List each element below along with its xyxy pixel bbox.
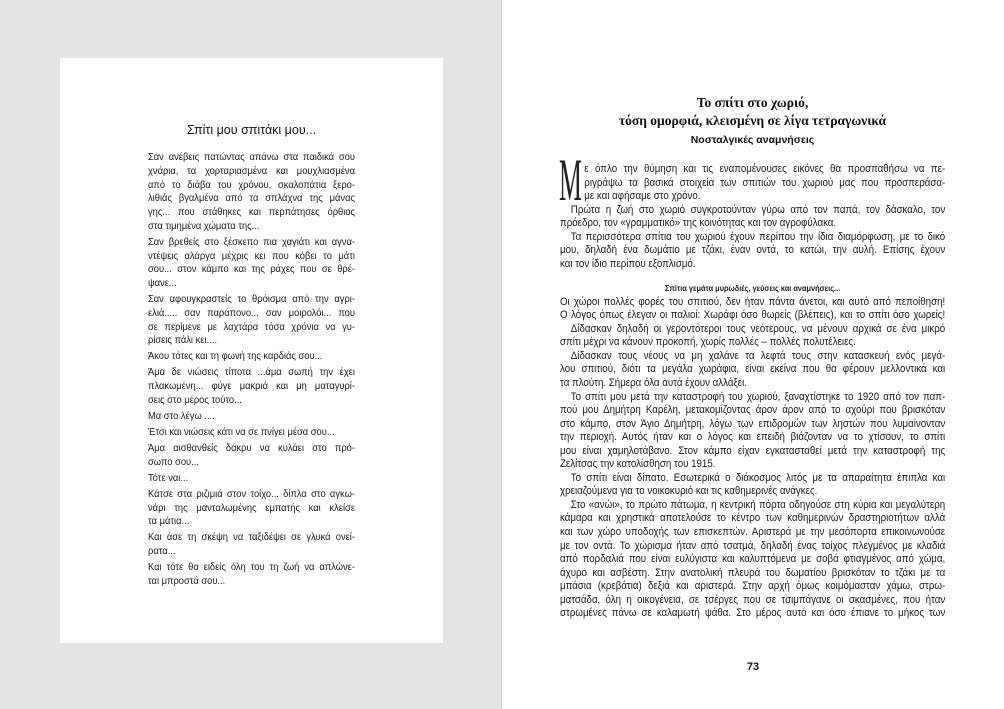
right-page [502,0,1004,709]
article-title [560,94,945,130]
poem-title: Σπίτι μου σπιτάκι μου... [186,123,317,137]
poem-line: ται μπροστά σου... [148,576,226,588]
article-body [560,163,945,621]
poem-line: Άμα αισθανθείς δάκρυ να κυλάει στο πρό- [148,443,355,455]
poem-stanza [148,488,355,529]
paragraph-line: Οι χώροι πολλές φορές του σπιτιού, δεν ήταν πάντα άνετοι, και αυτό από πεποίθηση! [560,295,946,308]
paragraph-line: Πρώτα η ζωή στο χωριό συγκροτούνταν γύρω από τον παπά, τον δάσκαλο, τον [570,203,946,216]
paragraph-line: Δίδασκαν δηλαδή οι γεροντότεροι τους νεότερους, να μένουν αρχικά σε ένα μικρό [570,322,946,335]
paragraph-line: Στο «ανώι», το πρώτο πάτωμα, η κεντρική πόρτα οδηγούσε στη κύρια και μεγαλύτερη [570,498,946,511]
poem-line: χνάρια, τα χορταριασμένα και μουχλιασμένα [148,165,355,177]
left-page [60,58,443,643]
paragraph-line: στρωμένες πάνω σε καλαμωτή ψάθα. Στο μέρος αυτό και όσο έπιανε το μήκος των [560,607,946,620]
poem-line: ρίσεις πάλι κει.... [148,335,217,347]
paragraph-line: και των χώρο υποδοχής των επισκεπτών. Αριστερά με την μεσόπορτα επικοινωνούσε [560,526,946,538]
poem-line: σου... στον κάμπο και της ράχες που σε θρέ- [148,264,355,276]
paragraph [560,309,945,323]
poem-line: από το διάβα του χρόνου, σκαλοπάτια ξερο- [148,179,355,191]
paragraph-line: χρειαζούμενα για το νοικοκυριό και τις καθημερινές ανάγκες. [560,485,818,498]
poem-line: στα τιμημένα χώματα της... [148,220,260,232]
poem-line: ελιά..... σαν παράπονο... σαν μοιρολόι... που [148,307,355,319]
poem-line: σεις στο μέρος τούτο... [148,394,242,406]
article-title-line: τόση ομορφιά, κλεισμένη σε λίγα τετραγωνικά [618,113,887,128]
poem-stanza [148,442,355,470]
article-title-line: Το σπίτι στο χωριό, [696,95,809,110]
poem-stanza [148,293,355,348]
paragraph-line: Τα περισσότερα σπίτια του χωριού έχουν περίπου την ίδια διαμόρφωση, με το δικό [570,230,946,243]
poem-line: Σαν αφουγκραστείς το θρόισμα από την αγρι- [148,294,355,306]
paragraph [560,296,945,310]
poem-stanza [148,236,355,291]
poem-stanza [148,410,355,424]
page-number: 73 [746,661,760,673]
paragraph [560,499,945,621]
paragraph [560,231,945,272]
paragraph-line: στο κάμπο, στον Άγιο Δημήτρη, λόγω των επιδρομών των ληστών που λυμαίνονταν [560,417,946,430]
paragraph [560,472,945,499]
paragraph [560,391,945,472]
paragraph-line: Ο λόγος όπως έλεγαν οι παλιοί: Χωράφι όσο θωρείς (βλέπεις), και το σπίτι όσο χωρείς! [560,309,946,322]
poem-line: Άμα δε νιώσεις τίποτα ...άμα σωπή την έχει [148,367,355,379]
poem-stanza [148,561,355,589]
paragraph-line: Δίδασκαν τους νέους να μη χαλάνε τα λεφτά τους στην κατασκευή ενός μεγά- [570,349,946,362]
poem-line: Τότε ναι... [148,472,189,484]
poem-line: Έτσι και νιώσεις κάτι να σε πνίγει μέσα σου... [148,427,335,439]
paragraph-line: την περιοχή. Αυτός ήταν και ο λόγος και επειδή βιάζονταν να το χτίσουν, το σπίτι [560,431,946,444]
poem-line: Σαν βρεθείς στο ξέσκεπο πια χαγιάτι και αγνα- [148,236,355,248]
poem-line: ντέψεις αλάργα μέχρις κει που κόβει το μάτι [148,250,355,262]
section-heading: Σπίτια γεμάτα μυρωδιές, γεύσεις και αναμνήσεις... [664,284,841,294]
poem-line: σωπο σου... [148,456,199,468]
paragraph-line: ε όπλο την θύμηση και τις εναπομένουσες εικόνες θα προσπαθήσω να πε- [584,163,946,176]
paragraph-line: με τον οντά. Το χώρισμα ήταν από τσατμά, δηλαδή ένας τοίχος πλεγμένος με κλαδιά [560,539,946,552]
paragraph [560,163,945,204]
poem-line: σε περίμενε με λαχτάρα τόσα χρόνια να γυ- [148,321,355,333]
poem-line: Σαν ανέβεις πατώντας απάνω στα παιδικά σου [148,152,355,163]
article-subtitle: Νοσταλγικές αναμνήσεις [690,134,815,146]
paragraph-line: πού μου Δημήτρη Καρέλη, μετακομίζοντας άρον άρον από το αχούρι που βρισκόταν [560,404,946,417]
left-spread-background [0,0,501,709]
poem-stanza [148,426,355,440]
poem-line: πλακωμένη... φύγε μακριά και μη ματαγυρί- [148,381,355,393]
paragraph-line: με και αφήσαμε στο χρόνο. [584,190,701,203]
poem-stanza [148,366,355,407]
poem-line: Και άσε τη σκέψη να ταξιδέψει σε γλυκά ονεί- [148,532,355,544]
paragraph-line: ριγράψω τα βασικά στοιχεία των σπιτιών του χωριού μας που προσπεράσα- [584,176,946,189]
paragraph-line: λου σπιτιού, διότι τα μεγάλα χωράφια, είναι εκείνα που θα φέρουν μελλοντικά και [560,363,946,376]
poem-line: τα μάτια... [148,516,190,528]
paragraph-line: πρόεδρο, τον «γραμματικό» της κοινότητας και τον αγροφύλακα. [560,217,837,230]
poem-body [148,151,355,589]
paragraph-line: Ζελίτσας την κατολίσθηση του 1915. [560,458,716,471]
poem-line: γης... που στάθηκες και περπάτησες όρθιος [148,207,355,218]
paragraph [560,323,945,350]
poem-line: ρατα... [148,546,176,558]
poem-line: λιθιάς βγαλμένα από τα σπλάχνα της μάνας [148,193,355,205]
paragraph-line: μπάσια (κρεβάτια) δεξιά και αριστερά. Στην αρχή όμως κοιμόμασταν χάμω, στρω- [560,580,946,593]
poem-line: Και τότε θα ειδείς όλη του τη ζωή να απλώνε- [148,562,355,574]
paragraph-line: από πορδαλιά που είναι ευλύγιστα και καλυπτόμενα με σοβά φτιαγμένος από χώμα, [560,553,946,566]
paragraph-line: σπίτι μέχρι να κάνουν προκοπή, χωρίς πολλές – πολλές πολυτέλειες. [560,336,856,349]
poem-line: ψανε... [148,278,177,290]
paragraph-line: Το σπίτι είναι δίπατο. Εσωτερικά ο διάκοσμος λιτός με τα απαραίτητα έπιπλα και [570,471,946,484]
poem-line: Άκου τότες και τη φωνή της καρδιάς σου... [148,351,323,363]
paragraph-line: άχυρο και ασβέστη. Στην ανατολική πλευρά του δωματίου βρισκόταν το τζάκι με τα [560,566,946,579]
paragraph-line: ματσάδα, όλη η οικογένεια, σε τσέργες που σε τσιμπάγανε οι σκασμένες, που ήταν [560,593,946,606]
poem-stanza [148,472,355,486]
paragraph-line: μου είναι χαμηλοτάβανο. Στον κάμπο είχαν εγκατασταθεί μετά την καταστροφή της [560,444,946,457]
paragraph-line: τα πλούτη. Σήμερα όλα αυτά έχουν αλλάξει. [560,376,747,389]
poem-stanza [148,151,355,234]
poem-stanza [148,350,355,364]
paragraph-line: μου, δηλαδή ένα δωμάτιο με τζάκι, έναν οντά, το κατώι, την αυλή. Επίσης έχουν [560,244,946,257]
drop-cap: Μ [559,147,582,213]
paragraph-line: Το σπίτι μου μετά την καταστροφή του χωριού, ξαναχτίστηκε το 1920 από τον παπ- [570,390,946,403]
paragraph-line: κάμαρα και χρηστικά αποτελούσε το κέντρο των καθημερινών δραστηριοτήτων αλλά [560,512,946,525]
paragraph-line: και τον ίδιο περίπου εξοπλισμό. [560,258,696,271]
paragraph [560,350,945,391]
poem-line: νάρι της μανταλωμένης εμπατής και κλείσε [148,502,355,514]
paragraph [560,204,945,231]
poem-stanza [148,531,355,559]
poem-line: Κάτσε στα ριζιμιά στον τοίχο... δίπλα στο αγκω- [148,488,355,500]
poem-line: Μα στο λέγω .... [148,410,215,422]
